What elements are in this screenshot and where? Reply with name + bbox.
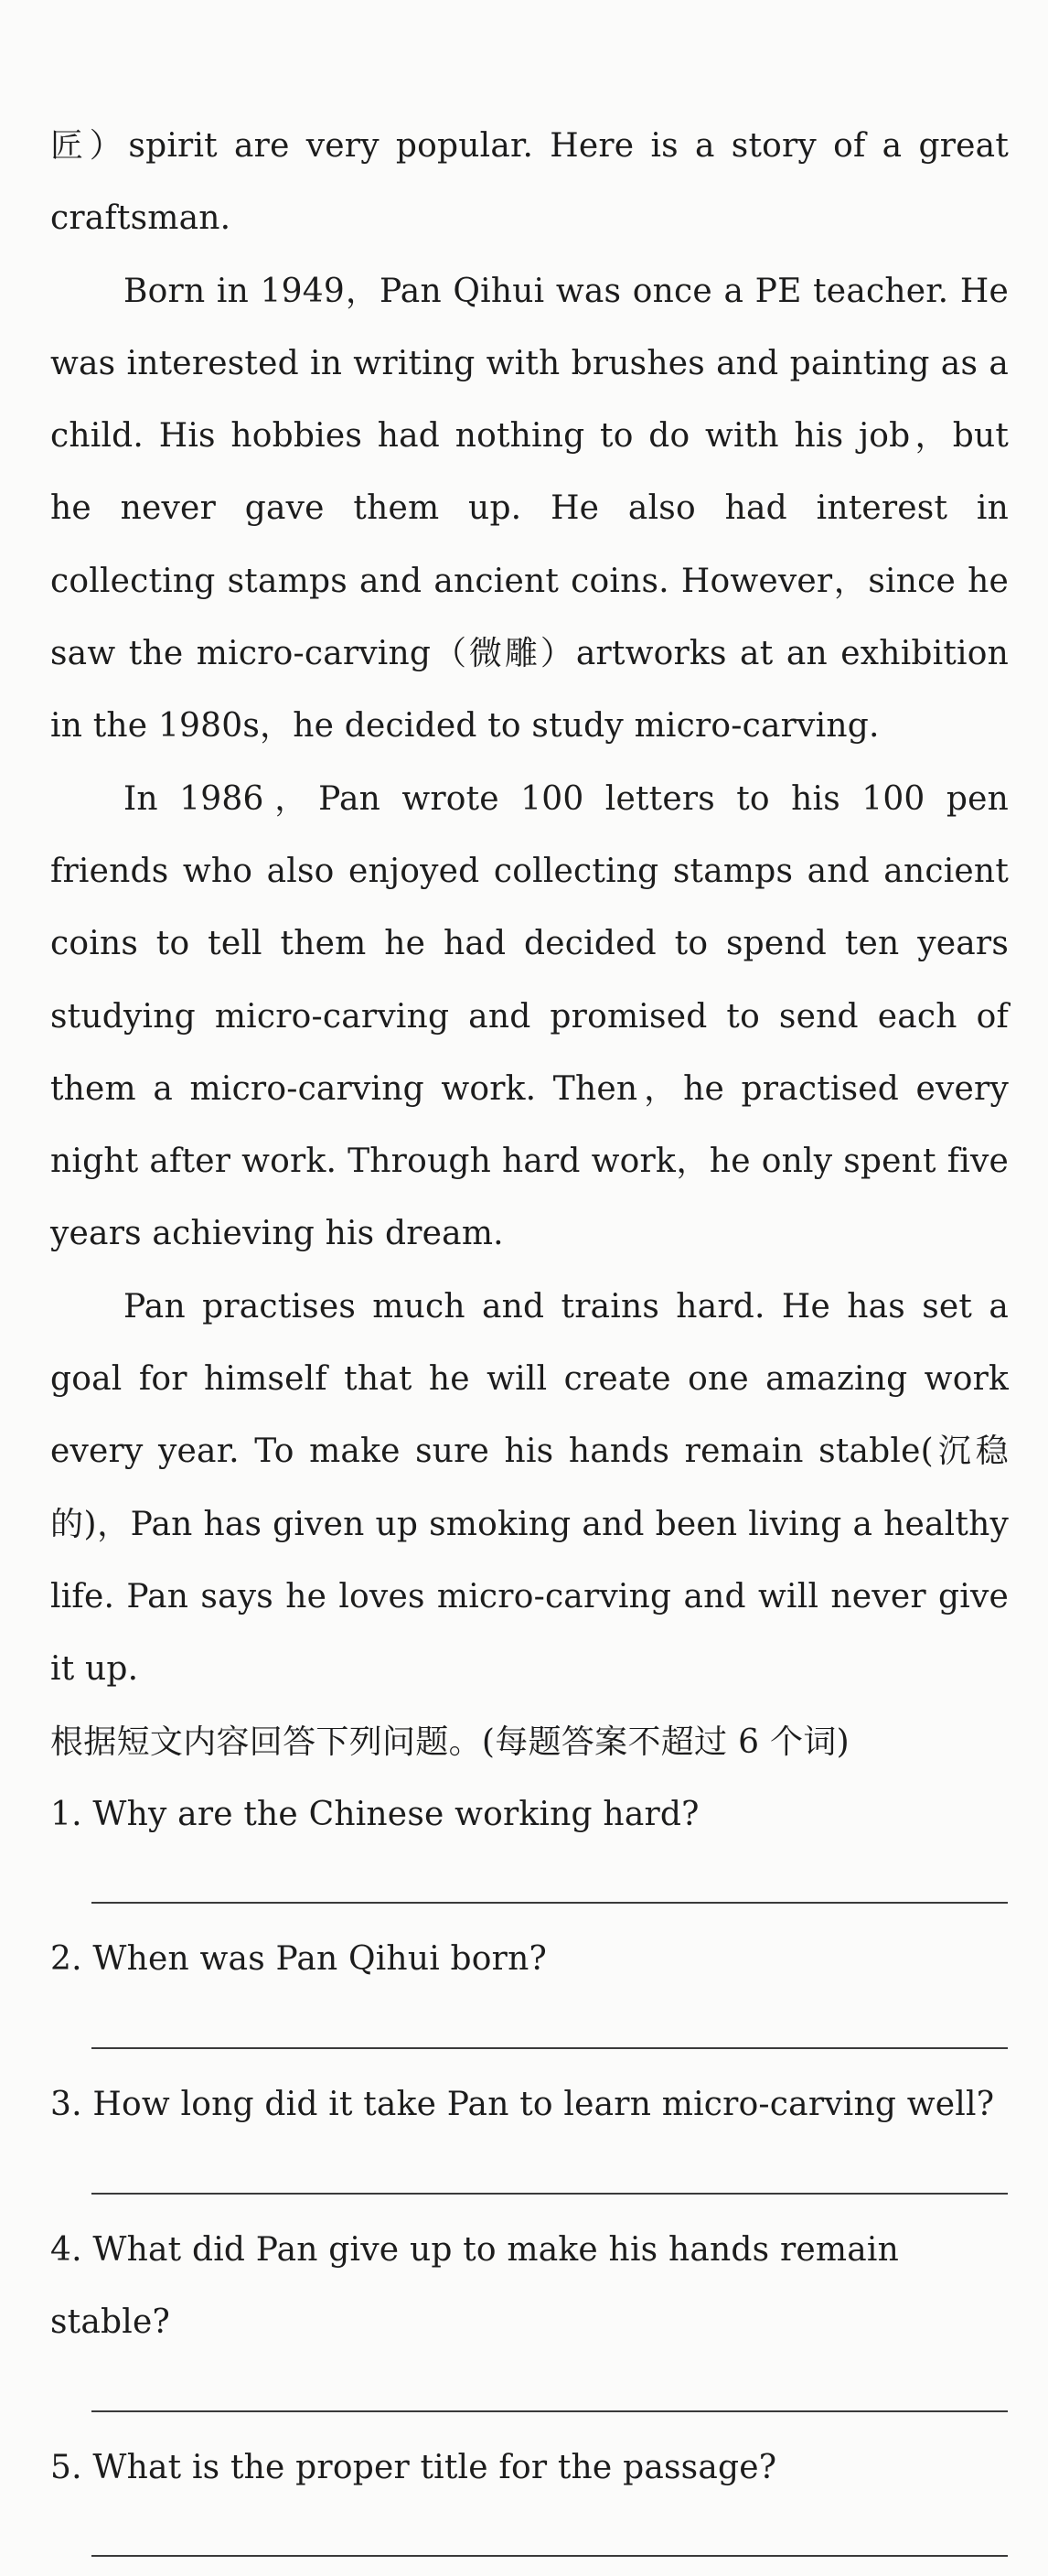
- question-item-3: [50, 2068, 1009, 2214]
- answer-blank-2[interactable]: [91, 1996, 1008, 2068]
- passage-paragraph-4: Pan practises much and trains hard. He has set a goal for himself that he will create one amazing work every year. To make sure his hands remain stable(沉稳的)，Pan has given up smoking and been living a healthy life. Pan says he loves micro-carving and will never give it up.: [50, 1271, 1009, 1706]
- question-item-4: [50, 2214, 1009, 2431]
- question-text: 2. When was Pan Qihui born?: [50, 1923, 1009, 1995]
- passage-paragraph-2: Born in 1949，Pan Qihui was once a PE teacher. He was interested in writing with brushes and painting as a child. His hobbies had nothing to do with his job，but he never gave them up. He also had interest in collecting stamps and ancient coins. However，since he saw the micro-carving（微雕）artworks at an exhibition in the 1980s，he decided to study micro-carving.: [50, 255, 1009, 763]
- question-text: 3. How long did it take Pan to learn micro-carving well?: [50, 2068, 1009, 2141]
- answer-blank-3[interactable]: [91, 2141, 1008, 2213]
- question-list: [50, 1778, 1009, 2576]
- question-item-1: [50, 1778, 1009, 1924]
- answer-blank-5[interactable]: [91, 2504, 1008, 2576]
- question-text: 5. What is the proper title for the passage?: [50, 2431, 1009, 2504]
- question-text: 1. Why are the Chinese working hard?: [50, 1778, 1009, 1851]
- answer-blank-4[interactable]: [91, 2358, 1008, 2431]
- passage-paragraph-3: In 1986，Pan wrote 100 letters to his 100 pen friends who also enjoyed collecting stamps and ancient coins to tell them he had decided to spend ten years studying micro-carving and promised to send each of them a micro-carving work. Then，he practised every night after work. Through hard work，he only spent five years achieving his dream.: [50, 763, 1009, 1271]
- question-item-2: [50, 1923, 1009, 2068]
- reading-passage: [50, 110, 1009, 1706]
- question-item-5: [50, 2431, 1009, 2576]
- question-instruction: 根据短文内容回答下列问题。(每题答案不超过 6 个词): [50, 1706, 1009, 1778]
- answer-blank-1[interactable]: [91, 1851, 1008, 1923]
- passage-paragraph-1: 匠）spirit are very popular. Here is a story of a great craftsman.: [50, 110, 1009, 255]
- reading-exercise: [50, 110, 1009, 2576]
- question-text: 4. What did Pan give up to make his hands remain stable?: [50, 2214, 1009, 2359]
